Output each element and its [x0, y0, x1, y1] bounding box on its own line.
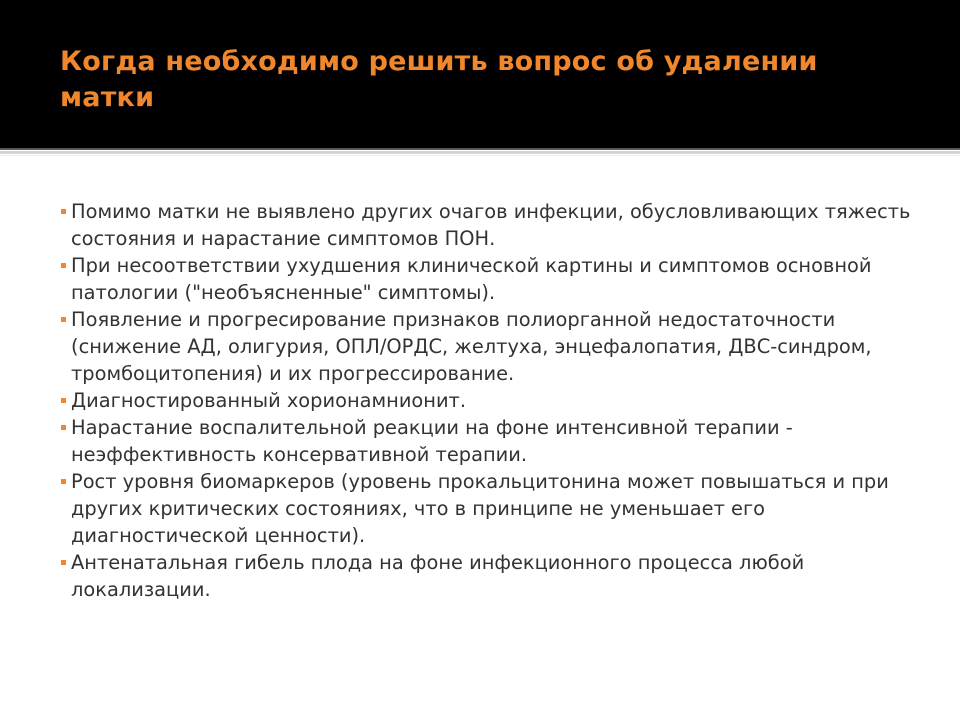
bullet-text: Появление и прогресирование признаков полиорганной недостаточности (снижение АД, олигурия, ОПЛ/ОРДС, желтуха, энцефалопатия, ДВС-синдром, тромбоцитопения) и их прогрессирование.: [71, 308, 872, 385]
bullet-text: Рост уровня биомаркеров (уровень прокальцитонина может повышаться и при других критических состояниях, что в принципе не уменьшает его диагностической ценности).: [71, 470, 889, 547]
title-divider-shadow-2: [0, 155, 960, 156]
bullet-marker-icon: [61, 398, 66, 403]
title-bar: [0, 0, 960, 148]
title-divider: [0, 148, 960, 150]
bullet-text: Антенатальная гибель плода на фоне инфекционного процесса любой локализации.: [71, 551, 805, 601]
bullet-item: [58, 414, 918, 468]
bullet-text: Нарастание воспалительной реакции на фоне интенсивной терапии - неэффективность консервативной терапии.: [71, 416, 793, 466]
bullet-marker-icon: [61, 317, 66, 322]
bullet-marker-icon: [61, 209, 66, 214]
bullet-marker-icon: [61, 425, 66, 430]
slide-title: Когда необходимо решить вопрос об удалении матки: [60, 46, 818, 113]
bullet-text: При несоответствии ухудшения клинической картины и симптомов основной патологии ("необъясненные" симптомы).: [71, 254, 872, 304]
bullet-item: [58, 549, 918, 603]
title-divider-shadow: [0, 151, 960, 154]
bullet-marker-icon: [61, 479, 66, 484]
bullet-item: [58, 306, 918, 387]
bullet-marker-icon: [61, 560, 66, 565]
bullet-list: [58, 198, 918, 603]
bullet-text: Диагностированный хорионамнионит.: [71, 389, 467, 412]
bullet-item: [58, 252, 918, 306]
bullet-marker-icon: [61, 263, 66, 268]
bullet-item: [58, 198, 918, 252]
bullet-text: Помимо матки не выявлено других очагов инфекции, обусловливающих тяжесть состояния и нарастание симптомов ПОН.: [71, 200, 911, 250]
bullet-item: [58, 468, 918, 549]
bullet-item: [58, 387, 918, 414]
